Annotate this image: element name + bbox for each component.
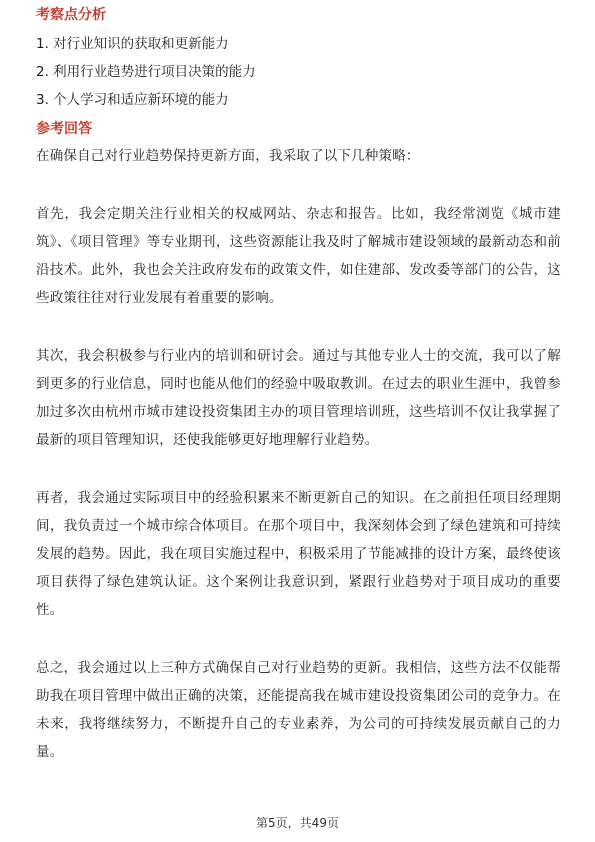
answer-intro: 在确保自己对行业趋势保持更新方面，我采取了以下几种策略：: [36, 148, 420, 164]
answer-paragraph: 其次，我会积极参与行业内的培训和研讨会。通过与其他专业人士的交流，我可以了解到更多的行业信息，同时也能从他们的经验中吸取教训。在过去的职业生涯中，我曾参加过多次由杭州市城市建设投资集团主办的项目管理培训班，这些培训不仅让我掌握了最新的项目管理知识，还使我能够更好地理解行业趋势。: [36, 348, 561, 448]
answer-paragraph: 首先，我会定期关注行业相关的权威网站、杂志和报告。比如，我经常浏览《城市建筑》、《项目管理》等专业期刊，这些资源能让我及时了解城市建设领域的最新动态和前沿技术。此外，我也会关注政府发布的政策文件，如住建部、发改委等部门的公告，这些政策往往对行业发展有着重要的影响。: [36, 206, 561, 306]
analysis-item: 1. 对行业知识的获取和更新能力: [36, 36, 229, 52]
page-content: [36, 4, 561, 766]
analysis-heading: 考察点分析: [36, 7, 106, 23]
answer-heading: 参考回答: [36, 121, 92, 137]
analysis-item: 3. 个人学习和适应新环境的能力: [36, 92, 229, 108]
analysis-item: 2. 利用行业趋势进行项目决策的能力: [36, 64, 256, 80]
spacer: [36, 170, 561, 200]
analysis-list: [36, 30, 561, 114]
page-number-footer: 第5页，共49页: [256, 816, 339, 830]
answer-paragraph: 再者，我会通过实际项目中的经验积累来不断更新自己的知识。在之前担任项目经理期间，我负责过一个城市综合体项目。在那个项目中，我深刻体会到了绿色建筑和可持续发展的趋势。因此，我在项目实施过程中，积极采用了节能减排的设计方案，最终使该项目获得了绿色建筑认证。这个案例让我意识到，紧跟行业趋势对于项目成功的重要性。: [36, 490, 561, 618]
answer-paragraph: 总之，我会通过以上三种方式确保自己对行业趋势的更新。我相信，这些方法不仅能帮助我在项目管理中做出正确的决策，还能提高我在城市建设投资集团公司的竞争力。在未来，我将继续努力，不断提升自己的专业素养，为公司的可持续发展贡献自己的力量。: [36, 660, 561, 760]
